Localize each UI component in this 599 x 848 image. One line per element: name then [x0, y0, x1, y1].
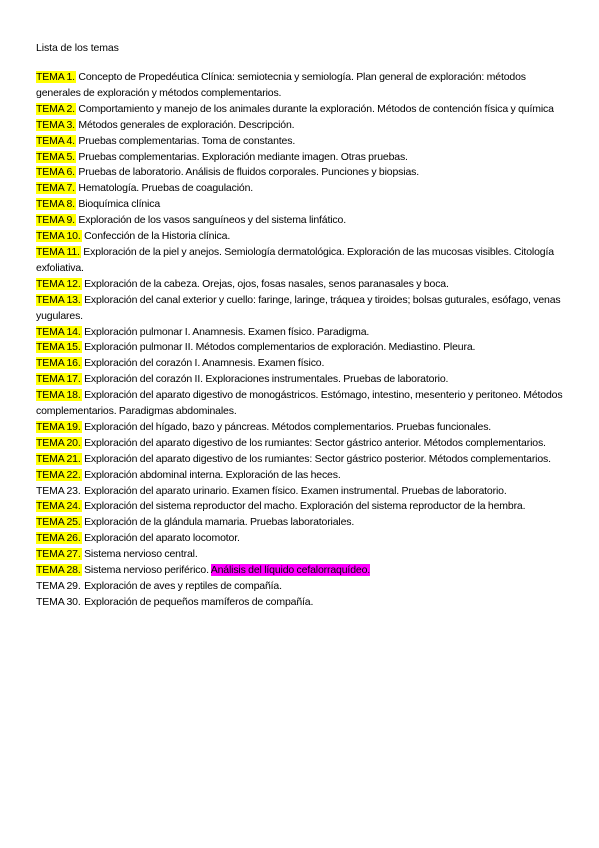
- topic-label: TEMA 11.: [36, 245, 80, 258]
- topic-label: TEMA 16.: [36, 357, 81, 370]
- topic-item: [36, 356, 566, 372]
- topic-item: [36, 197, 566, 213]
- topic-item: [36, 531, 566, 547]
- topic-label: TEMA 12.: [36, 277, 81, 290]
- topic-item: [36, 595, 566, 611]
- topic-text: Pruebas de laboratorio. Análisis de fluidos corporales. Punciones y biopsias.: [75, 166, 420, 179]
- topic-label: TEMA 21.: [36, 452, 81, 465]
- topic-label: TEMA 23.: [36, 484, 81, 497]
- topic-text: Bioquímica clínica: [75, 198, 161, 211]
- topic-text: Concepto de Propedéutica Clínica: semiotecnia y semiología. Plan general de exploración: métodos generales de exploración y métodos complementarios.: [36, 71, 526, 99]
- topic-text: Exploración del corazón I. Anamnesis. Examen físico.: [81, 357, 325, 370]
- topic-label: TEMA 1.: [36, 71, 75, 83]
- topic-label: TEMA 15.: [36, 341, 81, 354]
- topic-item: [36, 70, 566, 102]
- topic-item: [36, 515, 566, 531]
- topic-label: TEMA 9.: [36, 214, 75, 227]
- topic-item: [36, 181, 566, 197]
- document-title: Lista de los temas: [36, 42, 119, 54]
- topic-item: [36, 293, 566, 325]
- topic-label: TEMA 24.: [36, 500, 81, 513]
- topic-item: [36, 277, 566, 293]
- topic-text: Exploración pulmonar II. Métodos complementarios de exploración. Mediastino. Pleura.: [81, 341, 476, 354]
- topic-item: [36, 499, 566, 515]
- topic-label: TEMA 17.: [36, 373, 81, 386]
- topic-label: TEMA 19.: [36, 420, 81, 433]
- topic-text: Pruebas complementarias. Exploración mediante imagen. Otras pruebas.: [75, 150, 408, 163]
- topic-label: TEMA 13.: [36, 293, 81, 306]
- topic-text: Exploración del sistema reproductor del macho. Exploración del sistema reproductor de la hembra.: [81, 500, 526, 513]
- topic-text: Exploración del canal exterior y cuello: faringe, laringe, tráquea y tiroides; bolsas guturales, esófago, venas yugulares.: [36, 293, 561, 322]
- topic-highlighted-note: Análisis del líquido cefalorraquídeo.: [210, 564, 371, 577]
- topic-label: TEMA 27.: [36, 548, 81, 561]
- topic-text: Comportamiento y manejo de los animales durante la exploración. Métodos de contención física y química: [75, 102, 554, 115]
- topic-text: Exploración del aparato digestivo de monogástricos. Estómago, intestino, mesenterio y peritoneo. Métodos complementarios. Paradigmas abdominales.: [36, 389, 563, 418]
- topic-item: [36, 372, 566, 388]
- topic-label: TEMA 22.: [36, 468, 81, 481]
- topic-text: Sistema nervioso periférico.: [81, 564, 211, 577]
- topic-item: [36, 229, 566, 245]
- topic-item: [36, 452, 566, 468]
- topic-item: [36, 436, 566, 452]
- topic-item: [36, 213, 566, 229]
- topic-label: TEMA 20.: [36, 436, 81, 449]
- topic-item: [36, 484, 566, 500]
- topic-item: [36, 325, 566, 341]
- topic-item: [36, 388, 566, 420]
- topic-label: TEMA 18.: [36, 389, 81, 402]
- topic-text: Confección de la Historia clínica.: [81, 230, 231, 243]
- topic-text: Exploración de la glándula mamaria. Pruebas laboratoriales.: [81, 516, 355, 529]
- topic-item: [36, 420, 566, 436]
- topic-label: TEMA 4.: [36, 134, 75, 147]
- topic-text: Sistema nervioso central.: [81, 548, 198, 561]
- topic-text: Hematología. Pruebas de coagulación.: [75, 182, 254, 195]
- topic-label: TEMA 30.: [36, 595, 81, 608]
- topic-label: TEMA 3.: [36, 118, 75, 131]
- topic-label: TEMA 2.: [36, 102, 75, 115]
- topic-text: Exploración del corazón II. Exploraciones instrumentales. Pruebas de laboratorio.: [81, 373, 449, 386]
- topic-item: [36, 340, 566, 356]
- topic-text: Exploración de la cabeza. Orejas, ojos, fosas nasales, senos paranasales y boca.: [81, 277, 449, 290]
- topic-text: Exploración del aparato locomotor.: [81, 532, 240, 545]
- topic-text: Exploración del hígado, bazo y páncreas. Métodos complementarios. Pruebas funcionales.: [81, 420, 492, 433]
- topic-text: Exploración del aparato digestivo de los rumiantes: Sector gástrico posterior. Métodos complementarios.: [81, 452, 551, 465]
- topic-label: TEMA 7.: [36, 182, 75, 195]
- topic-text: Pruebas complementarias. Toma de constantes.: [75, 134, 296, 147]
- topic-text: Exploración de aves y reptiles de compañía.: [81, 580, 282, 592]
- topic-label: TEMA 26.: [36, 532, 81, 545]
- topic-label: TEMA 25.: [36, 516, 81, 529]
- topic-item: [36, 165, 566, 181]
- topic-label: TEMA 29.: [36, 580, 81, 592]
- topic-item: [36, 547, 566, 563]
- topic-label: TEMA 6.: [36, 166, 75, 179]
- topic-text: Métodos generales de exploración. Descripción.: [75, 118, 295, 131]
- topic-text: Exploración del aparato digestivo de los rumiantes: Sector gástrico anterior. Métodos complementarios.: [81, 436, 546, 449]
- topic-label: TEMA 28.: [36, 564, 81, 577]
- topic-item: [36, 245, 566, 277]
- topic-item: [36, 563, 566, 579]
- topic-label: TEMA 5.: [36, 150, 75, 163]
- topic-item: [36, 150, 566, 166]
- topic-item: [36, 134, 566, 150]
- topic-text: Exploración abdominal interna. Exploración de las heces.: [81, 468, 341, 481]
- topic-text: Exploración del aparato urinario. Examen físico. Examen instrumental. Pruebas de laboratorio.: [81, 484, 507, 497]
- topic-item: [36, 579, 566, 595]
- topic-item: [36, 118, 566, 134]
- topic-label: TEMA 8.: [36, 198, 75, 211]
- topic-text: Exploración de pequeños mamíferos de compañía.: [81, 595, 314, 608]
- topic-label: TEMA 14.: [36, 325, 81, 338]
- topic-item: [36, 102, 566, 118]
- topic-list: [36, 70, 566, 611]
- topic-text: Exploración de la piel y anejos. Semiología dermatológica. Exploración de las mucosas visibles. Citología exfoliativa.: [36, 245, 554, 274]
- topic-item: [36, 468, 566, 484]
- topic-text: Exploración pulmonar I. Anamnesis. Examen físico. Paradigma.: [81, 325, 370, 338]
- topic-text: Exploración de los vasos sanguíneos y del sistema linfático.: [75, 214, 346, 227]
- topic-label: TEMA 10.: [36, 230, 81, 243]
